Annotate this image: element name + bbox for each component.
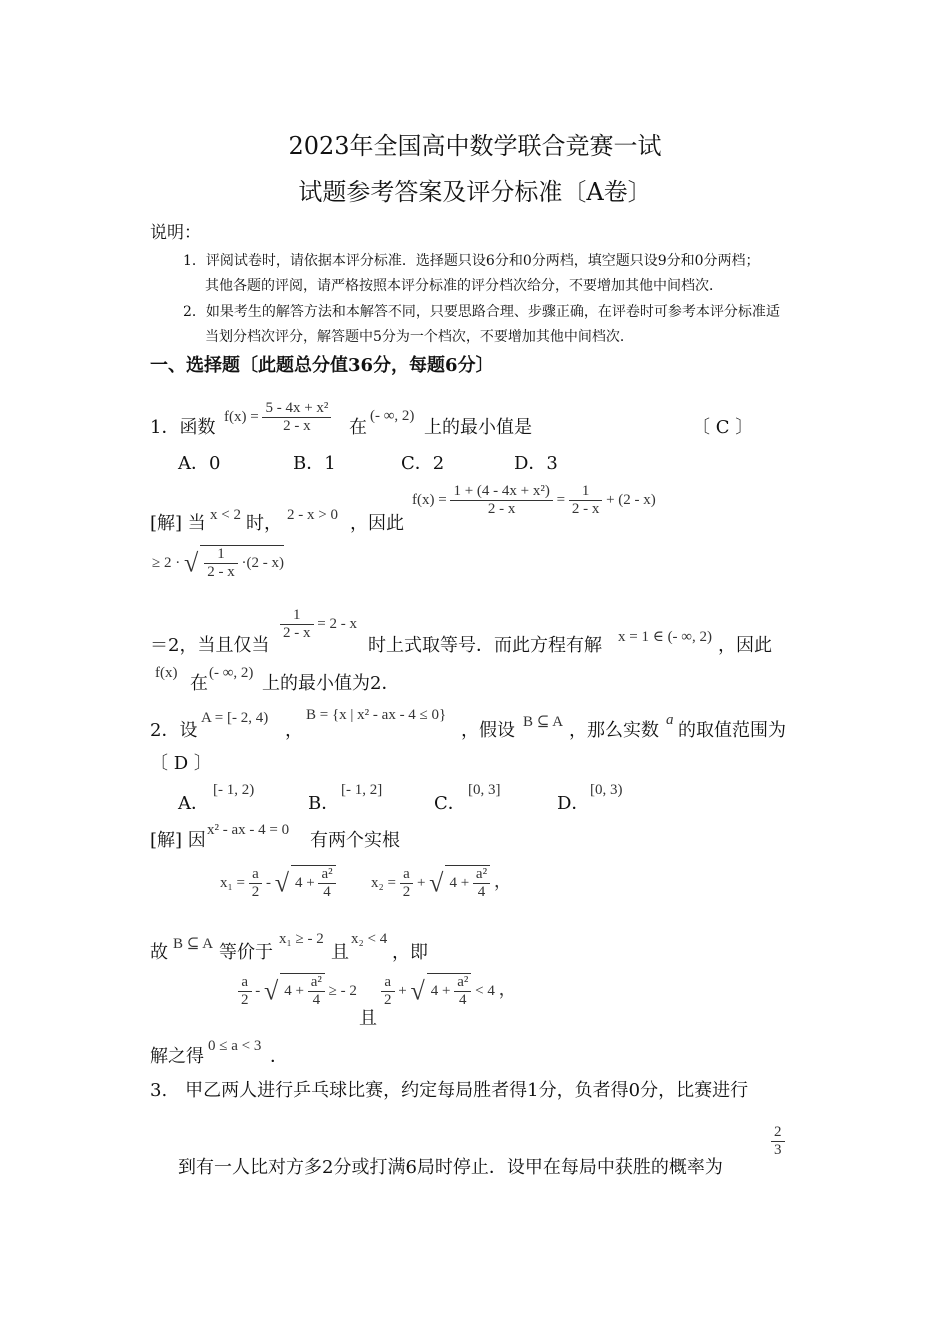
q2-x1-minus: -	[265, 874, 271, 891]
q2-ineq1-minus: -	[255, 982, 261, 999]
q1-final-text: 上的最小值为2．	[262, 673, 400, 694]
q1-denominator: 2 - x	[283, 418, 311, 434]
q1-ineq-sqrt	[200, 545, 284, 581]
q2-x2-sqrt-term: 4 +	[449, 874, 470, 891]
sqrt-icon: √	[429, 868, 444, 898]
q2-ineq2-2: 2	[384, 992, 392, 1008]
q1-eq-expression	[280, 607, 357, 642]
q2-x1-a2: a²	[318, 866, 335, 884]
q2-ineq2-a2: a²	[454, 974, 471, 992]
q2-x2-a: a	[400, 866, 414, 884]
q2-ineq2-fraction	[381, 974, 395, 1009]
q1-ineq-num: 1	[204, 546, 238, 564]
q1-ineq-prefix: ≥ 2 ·	[152, 554, 181, 571]
q2-number: 2．设	[150, 720, 198, 741]
q1-sol-cond2: 2 - x > 0	[287, 507, 338, 523]
q1-sol-prefix: [解] 当	[150, 513, 206, 534]
q3-line-1: 3. 甲乙两人进行乒乓球比赛，约定每局胜者得1分，负者得0分，比赛进行	[150, 1080, 749, 1101]
q1-sol-expression	[412, 483, 656, 518]
q2-roots-comma: ，	[493, 870, 512, 892]
q1-sol-fraction-1	[450, 483, 552, 518]
q1-sol-num-1: 1 + (4 - 4x + x²)	[450, 483, 552, 501]
q1-option-c: C．2	[401, 453, 445, 474]
q1-eq-line-c: ，因此	[718, 635, 772, 656]
q2-x1-inner-fraction	[318, 866, 335, 901]
q1-eq-den: 2 - x	[283, 625, 311, 641]
q1-answer: 〔 C 〕	[692, 417, 754, 438]
q2-x1-a: a	[249, 866, 263, 884]
q1-eq-num: 1	[280, 607, 314, 625]
q2-option-c-value: [0, 3]	[468, 782, 501, 798]
q2-equiv-ie: ，即	[392, 942, 428, 963]
q3-frac-num: 2	[771, 1124, 785, 1142]
q2-equiv-cond-2: x₂ < 4	[351, 931, 388, 947]
q2-root-1	[220, 865, 336, 901]
q2-option-d-label: D．	[557, 793, 590, 814]
q2-x2-lhs: x₂ =	[371, 874, 396, 891]
q2-x2-plus: +	[416, 874, 426, 891]
q2-ineq-comma: ，	[498, 978, 517, 1000]
q2-suppose: ，假设	[461, 720, 515, 741]
q2-ineq2-sqrt-term: 4 +	[430, 982, 451, 999]
q1-eq-fraction	[280, 607, 314, 642]
q2-equiv-prefix: 故	[150, 942, 168, 963]
q3-line-2: 到有一人比对方多2分或打满6局时停止．设甲在每局中获胜的概率为	[178, 1157, 723, 1178]
q2-ineq-and: 且	[359, 1008, 377, 1029]
q2-equiv-and: 且	[331, 942, 349, 963]
q2-inequality-1	[238, 973, 357, 1009]
q2-answer: 〔 D 〕	[150, 753, 212, 774]
q2-result: 0 ≤ a < 3	[208, 1038, 262, 1054]
q2-ineq2-inner-fraction	[454, 974, 471, 1009]
q2-option-a-label: A．	[178, 793, 209, 814]
q3-fraction	[771, 1124, 785, 1159]
q2-range-text: 的取值范围为	[678, 720, 786, 741]
q2-subset: B ⊆ A	[523, 714, 564, 730]
q1-interval: (- ∞, 2)	[370, 408, 415, 424]
page-subtitle: 试题参考答案及评分标准〔A卷〕	[298, 178, 652, 206]
q2-ineq1-4: 4	[312, 992, 321, 1008]
q2-x1-2: 2	[251, 884, 260, 900]
q1-numerator: 5 - 4x + x²	[262, 400, 331, 418]
q2-ineq2-a: a	[381, 974, 395, 992]
q2-x1-fraction	[249, 866, 263, 901]
q1-sol-plus: + (2 - x)	[606, 491, 656, 508]
q2-ineq2-sqrt	[427, 973, 472, 1009]
q2-sol-prefix: [解] 因	[150, 830, 206, 851]
q2-set-a: A = [- 2, 4)	[201, 710, 269, 726]
q1-eq-solution: x = 1 ∈ (- ∞, 2)	[618, 629, 712, 645]
q3-frac-den: 3	[774, 1142, 782, 1158]
q3-probability-fraction	[771, 1124, 785, 1159]
sqrt-icon: √	[274, 868, 289, 898]
q1-sol-num-2: 1	[569, 483, 603, 501]
q1-sol-fraction-2	[569, 483, 603, 518]
q1-ineq-fraction	[204, 546, 238, 581]
q2-option-b-value: [- 1, 2]	[341, 782, 383, 798]
q1-sol-den-1: 2 - x	[487, 501, 516, 517]
q1-text-min: 上的最小值是	[424, 417, 532, 438]
q2-x2-sqrt	[445, 865, 490, 901]
sqrt-icon: √	[410, 976, 425, 1006]
q2-x2-2: 2	[402, 884, 411, 900]
q1-sol-cond1: x < 2	[210, 507, 241, 523]
q2-x1-4: 4	[323, 884, 331, 900]
q2-then: ，那么实数	[569, 720, 659, 741]
q2-ineq1-sqrt-term: 4 +	[284, 982, 304, 999]
q1-fx: f(x) =	[224, 408, 259, 425]
q1-sol-thus: ，因此	[350, 513, 404, 534]
q1-option-b: B．1	[293, 453, 336, 474]
q2-inequality-2	[381, 973, 517, 1009]
q2-equiv-text: 等价于	[219, 942, 273, 963]
q1-option-d: D．3	[514, 453, 558, 474]
q2-sol-roots: 有两个实根	[310, 830, 400, 851]
q1-sol-den-2: 2 - x	[571, 501, 600, 517]
q1-final-fx: f(x)	[155, 665, 178, 681]
q1-text-in: 在	[349, 417, 367, 438]
sqrt-icon: √	[264, 976, 279, 1006]
q2-set-b: B = {x | x² - ax - 4 ≤ 0}	[306, 707, 447, 723]
q2-comma: ，	[285, 720, 303, 741]
q2-ineq1-a2: a²	[308, 974, 325, 992]
q1-inequality	[152, 545, 284, 581]
page-title: 2023年全国高中数学联合竞赛一试	[288, 132, 662, 160]
q2-ineq2-plus: +	[398, 982, 407, 999]
q2-x1-sqrt-term: 4 +	[294, 874, 315, 891]
q1-eq-rhs: = 2 - x	[317, 615, 357, 632]
q1-sol-fx: f(x) =	[412, 491, 447, 508]
q2-sol-equation: x² - ax - 4 = 0	[207, 822, 290, 838]
q2-option-a-value: [- 1, 2)	[213, 782, 255, 798]
q2-equiv-subset: B ⊆ A	[173, 936, 214, 952]
q1-sol-when: 时，	[246, 513, 282, 534]
q1-option-a: A．0	[178, 453, 221, 474]
q1-eq-line-b: 时上式取等号．而此方程有解	[368, 635, 602, 656]
q2-ineq1-2: 2	[241, 992, 249, 1008]
q1-sol-eq: =	[556, 491, 566, 508]
q1-fraction	[262, 400, 331, 435]
q2-ineq1-sqrt	[280, 973, 325, 1009]
note-item-1-line-1: 1．评阅试卷时，请依据本评分标准．选择题只设6分和0分两档，填空题只设9分和0分两档；	[183, 253, 760, 269]
q2-x2-a2: a²	[473, 866, 490, 884]
q2-root-2	[371, 865, 512, 901]
q2-ineq2-4: 4	[459, 992, 467, 1008]
section-heading: 一、选择题〔此题总分值36分，每题6分〕	[150, 355, 494, 376]
q2-equiv-cond-1: x₁ ≥ - 2	[279, 931, 324, 947]
q2-x1-sqrt	[291, 865, 336, 901]
q1-number: 1．函数	[150, 417, 216, 438]
q2-ineq1-a: a	[238, 974, 252, 992]
q2-result-prefix: 解之得	[150, 1046, 204, 1067]
q2-option-d-value: [0, 3)	[590, 782, 623, 798]
q1-function	[224, 400, 331, 435]
q2-option-b-label: B．	[308, 793, 340, 814]
q2-ineq1-rhs: ≥ - 2	[328, 982, 357, 999]
q2-ineq2-rhs: < 4	[475, 982, 495, 999]
notes-heading: 说明：	[150, 223, 201, 243]
q2-x2-inner-fraction	[473, 866, 490, 901]
q1-ineq-suffix: ·(2 - x)	[241, 554, 284, 571]
q2-x2-4: 4	[477, 884, 486, 900]
q1-eq-line-a: ＝2，当且仅当	[150, 635, 270, 656]
q2-ineq1-fraction	[238, 974, 252, 1009]
sqrt-icon: √	[183, 548, 199, 578]
q2-x2-fraction	[400, 866, 414, 901]
q2-ineq1-inner-fraction	[308, 974, 325, 1009]
q1-final-in: 在	[190, 673, 208, 694]
q2-var-a: a	[666, 712, 674, 728]
q1-final-interval: (- ∞, 2)	[209, 665, 254, 681]
note-item-1-line-2: 其他各题的评阅，请严格按照本评分标准的评分档次给分，不要增加其他中间档次．	[205, 278, 723, 294]
q1-ineq-den: 2 - x	[207, 564, 235, 580]
note-item-2-line-1: 2．如果考生的解答方法和本解答不同，只要思路合理、步骤正确，在评卷时可参考本评分标准适	[183, 304, 780, 320]
q2-result-end: ．	[270, 1046, 288, 1067]
q2-option-c-label: C．	[434, 793, 466, 814]
note-item-2-line-2: 当划分档次评分，解答题中5分为一个档次，不要增加其他中间档次．	[205, 329, 634, 345]
q2-x1-lhs: x₁ =	[220, 874, 245, 891]
